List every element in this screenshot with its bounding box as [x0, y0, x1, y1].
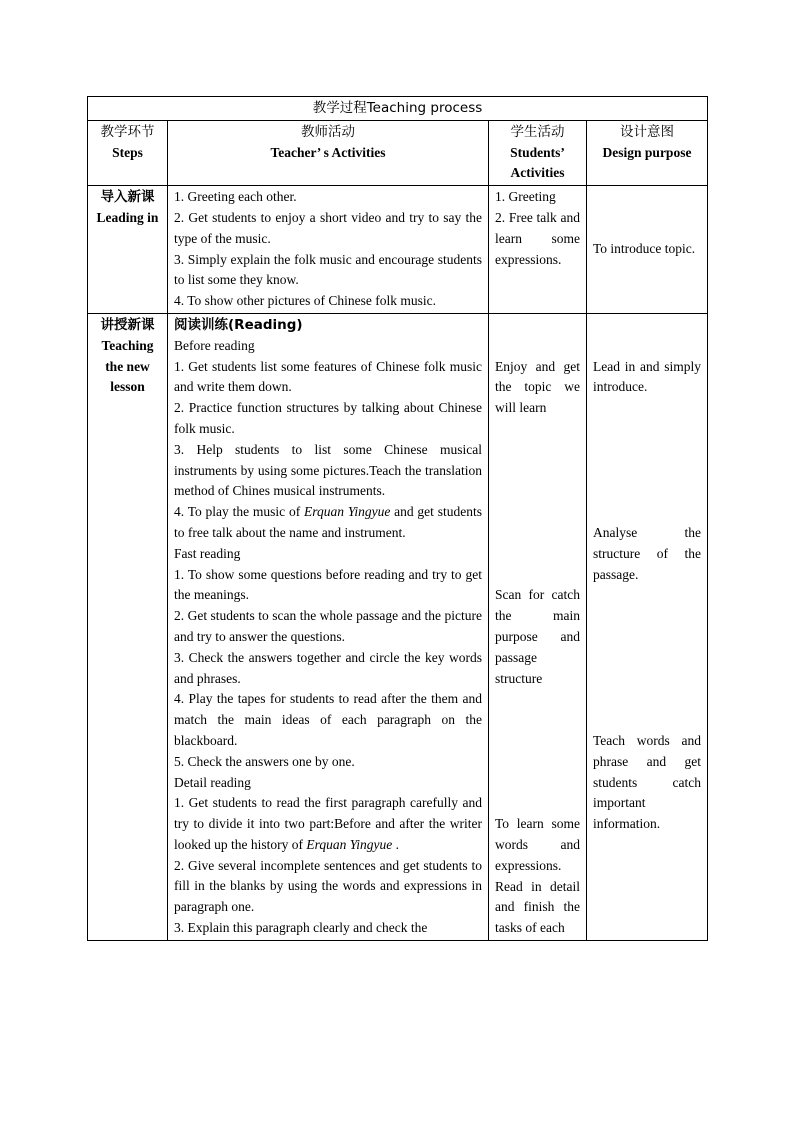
header-design [587, 120, 708, 185]
teacher-item: 3. Check the answers together and circle the key words and phrases. [174, 649, 482, 686]
header-design-en: Design purpose [602, 144, 692, 160]
design-item: Lead in and simply introduce. [593, 358, 701, 395]
step-leading-in-zh: 导入新课 [100, 189, 155, 206]
teacher-item: 4. Play the tapes for students to read after the them and match the main ideas of each paragraph on the blackboard. [174, 691, 482, 748]
header-students-zh: 学生活动 [510, 123, 565, 140]
header-students-en: Students’ Activities [510, 144, 565, 181]
teacher-item: 1. Greeting each other. [174, 189, 297, 205]
teacher-leading-in [168, 186, 489, 314]
teacher-item: 4. To show other pictures of Chinese folk music. [174, 293, 437, 309]
teacher-new-lesson [168, 313, 489, 940]
student-item: Read in detail and finish the tasks of each [495, 878, 580, 936]
row-new-lesson [88, 313, 708, 940]
student-item: Enjoy and get the topic we will learn [495, 358, 580, 416]
teacher-item: 2. Give several incomplete sentences and get students to fill in the blanks by using the words and expressions in paragraph one. [174, 857, 482, 915]
teacher-item: 5. Check the answers one by one. [174, 753, 355, 769]
header-design-zh: 设计意图 [620, 123, 674, 140]
teacher-item-text: . [392, 836, 399, 852]
header-teacher-en: Teacher’ s Activities [270, 144, 386, 160]
teacher-item: 1. To show some questions before reading and try to get the meanings. [174, 566, 482, 603]
header-row [88, 120, 708, 185]
student-item: 1. Greeting [495, 189, 556, 205]
header-students [489, 120, 587, 185]
header-steps-zh: 教学环节 [100, 123, 155, 140]
teacher-item: 3. Help students to list some Chinese musical instruments by using some pictures.Teach the translation method of Chines musical instruments. [174, 441, 482, 499]
design-new-lesson [587, 313, 708, 940]
title-row [88, 97, 708, 121]
teacher-item-text: 1. Get students to read the first paragraph carefully and try to divide it into two part:Before and after the writer looked up the history of [174, 795, 482, 852]
design-item: Analyse the structure of the passage. [593, 524, 701, 582]
design-item: To introduce topic. [593, 241, 696, 257]
section-title: 阅读训练(Reading) [174, 316, 303, 333]
subsection-title: Before reading [174, 337, 255, 353]
teacher-item [174, 502, 482, 544]
table-title: 教学过程Teaching process [88, 97, 708, 121]
teacher-item-text: 4. To play the music of [174, 504, 305, 520]
step-leading-in [88, 186, 168, 314]
student-item: 2. Free talk and learn some expressions. [495, 209, 580, 267]
piece-title: Erquan Yingyue [306, 836, 393, 852]
teacher-item: 2. Practice function structures by talking about Chinese folk music. [174, 400, 482, 436]
subsection-title: Detail reading [174, 774, 251, 790]
students-leading-in [489, 186, 587, 314]
students-new-lesson [489, 313, 587, 940]
teacher-item: 2. Get students to enjoy a short video and try to say the type of the music. [174, 209, 482, 246]
step-new-lesson-en: Teaching the new lesson [101, 337, 154, 395]
design-item: Teach words and phrase and get students catch important information. [593, 732, 701, 832]
student-item: Scan for catch the main purpose and passage structure [495, 587, 580, 686]
teaching-process-table [87, 96, 708, 941]
teacher-item: 1. Get students list some features of Chinese folk music and write them down. [174, 358, 482, 395]
row-leading-in [88, 186, 708, 314]
teacher-item: 3. Explain this paragraph clearly and check the [174, 920, 428, 936]
student-item: To learn some words and expressions. [495, 816, 580, 873]
teacher-item-text: and get students to free talk about the name and instrument. [174, 504, 482, 540]
subsection-title: Fast reading [174, 545, 241, 561]
design-leading-in [587, 186, 708, 314]
header-teacher-zh: 教师活动 [301, 123, 355, 140]
header-teacher [168, 120, 489, 185]
header-steps-en: Steps [112, 144, 143, 160]
teacher-item [174, 793, 482, 855]
teacher-item: 2. Get students to scan the whole passage and the picture and try to answer the questions. [174, 608, 482, 644]
teacher-item: 3. Simply explain the folk music and encourage students to list some they know. [174, 251, 482, 288]
step-new-lesson-zh: 讲授新课 [100, 316, 155, 333]
header-steps [88, 120, 168, 185]
step-leading-in-en: Leading in [96, 209, 159, 225]
step-new-lesson [88, 313, 168, 940]
piece-title: Erquan Yingyue [304, 504, 391, 520]
